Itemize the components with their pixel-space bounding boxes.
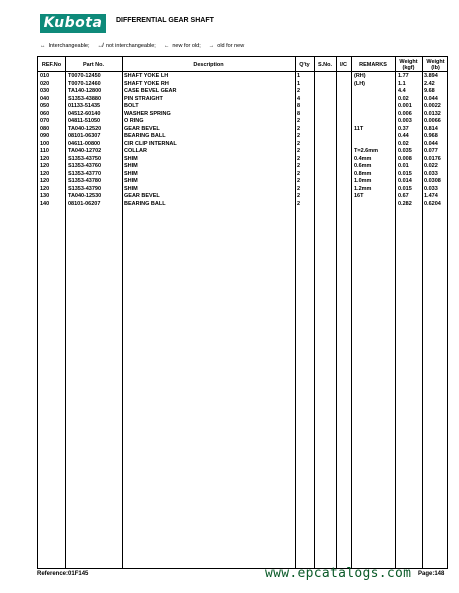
description-cell: SHIM [124,185,138,192]
part-number-cell: TA040-12520 [68,125,102,132]
weight-kgf-cell: 0.37 [398,125,409,132]
ref-cell: 120 [40,185,50,192]
legend-label: Interchangeable; [48,43,90,49]
part-number-cell: 04811-51050 [68,118,101,124]
qty-cell: 1 [297,73,301,79]
ref-cell: 120 [40,178,50,184]
qty-cell: 2 [297,133,301,139]
description-cell: CASE BEVEL GEAR [124,88,177,94]
table-row [38,96,449,104]
description-cell: BEARING BALL [124,133,166,139]
table-row [38,126,449,134]
ref-cell: 040 [40,95,50,102]
weight-lb-cell: 0.0066 [424,118,441,124]
ref-cell: 120 [40,170,50,177]
weight-lb-cell: 0.044 [424,95,438,102]
description-cell: SHIM [124,163,138,169]
weight-kgf-cell: 0.01 [398,163,409,169]
col-header-qty: Q'ty [299,61,310,68]
weight-kgf-cell: 1.77 [398,73,409,79]
ref-cell: 020 [40,80,50,87]
interchangeable-icon: ↔ [40,43,46,49]
legend-item [209,43,244,49]
ref-cell: 050 [40,103,50,109]
description-cell: SHAFT YOKE RH [124,80,169,87]
part-number-cell: 04512-60140 [68,110,101,117]
description-cell: O RING [124,118,144,124]
part-number-cell: 01133-51435 [68,103,101,109]
weight-kgf-cell: 0.035 [398,148,412,154]
part-number-cell: S1353-43880 [68,95,102,102]
ref-cell: 130 [40,193,50,199]
qty-cell: 4 [297,95,301,102]
table-row [38,81,449,89]
remarks-cell: (RH) [354,73,366,79]
table-row [38,141,449,149]
part-number-cell: S1353-43770 [68,170,102,177]
weight-kgf-cell: 0.003 [398,118,412,124]
weight-kgf-cell: 0.014 [398,178,412,184]
part-number-cell: T0070-12450 [68,73,101,79]
weight-lb-cell: 2.42 [424,80,435,87]
part-number-cell: S1353-43760 [68,163,102,169]
col-header-remarks: REMARKS [359,61,387,68]
description-cell: GEAR BEVEL [124,125,160,132]
qty-cell: 2 [297,200,301,207]
part-number-cell: S1353-43780 [68,178,102,184]
reference-label: Reference:01F145 [37,571,89,577]
table-row [38,133,449,141]
header-divider [38,71,447,72]
old-for-new-icon: → [208,43,215,49]
ref-cell: 060 [40,110,50,117]
description-cell: BOLT [124,103,139,109]
qty-cell: 2 [297,193,301,199]
ref-cell: 070 [40,118,50,124]
part-number-cell: TA140-12800 [68,88,102,94]
part-number-cell: TA040-12702 [68,148,102,154]
ref-cell: 030 [40,88,50,94]
weight-lb-cell: 0.033 [424,185,438,192]
weight-lb-cell: 0.0176 [424,155,441,162]
description-cell: PIN STRAIGHT [124,95,163,102]
description-cell: WASHER SPRING [124,110,171,117]
table-row [38,186,449,194]
legend [40,43,244,49]
description-cell: BEARING BALL [124,200,166,207]
description-cell: SHIM [124,178,138,184]
weight-lb-cell: 0.0132 [424,110,441,117]
legend-label: new for old; [172,43,201,49]
remarks-cell: 11T [354,125,364,132]
weight-kgf-cell: 0.015 [398,170,412,177]
table-row [38,73,449,81]
col-header-weight-kgf: Weight (kgf) [399,58,418,71]
col-header-ic: I/C [339,61,348,68]
qty-cell: 2 [297,118,301,124]
ref-cell: 110 [40,148,49,154]
weight-kgf-cell: 0.008 [398,155,412,162]
table-row [38,118,449,126]
watermark: www.epcatalogs.com [265,566,412,581]
weight-lb-cell: 0.077 [424,148,438,154]
legend-label: not interchangeable; [105,43,156,49]
qty-cell: 2 [297,170,301,177]
ref-cell: 120 [40,163,50,169]
col-header-part: Part No. [82,61,105,68]
part-number-cell: T0070-12460 [68,80,101,87]
description-cell: SHAFT YOKE LH [124,73,169,79]
part-number-cell: 04611-00800 [68,140,101,147]
qty-cell: 1 [297,80,301,87]
col-header-sno: S.No. [317,61,333,68]
weight-lb-cell: 0.033 [424,170,438,177]
legend-item [164,43,201,49]
description-cell: GEAR BEVEL [124,193,160,199]
table-row [38,171,449,179]
remarks-cell: T=2.6mm [354,148,378,154]
description-cell: SHIM [124,155,138,162]
weight-kgf-cell: 0.282 [398,200,412,207]
weight-kgf-cell: 0.02 [398,95,409,102]
weight-kgf-cell: 0.006 [398,110,412,117]
weight-lb-cell: 0.814 [424,125,438,132]
ref-cell: 090 [40,133,50,139]
page-number: Page:148 [418,571,445,577]
weight-lb-cell: 0.968 [424,133,438,139]
weight-kgf-cell: 0.001 [398,103,412,109]
qty-cell: 8 [297,110,301,117]
parts-table [37,56,448,569]
remarks-cell: 1.2mm [354,185,372,192]
table-row [38,178,449,186]
part-number-cell: S1353-43750 [68,155,102,162]
table-row [38,88,449,96]
qty-cell: 2 [297,155,301,162]
table-row [38,103,449,111]
legend-item [40,43,89,49]
remarks-cell: 1.0mm [354,178,372,184]
weight-kgf-cell: 4.4 [398,88,406,94]
ref-cell: 140 [40,200,50,207]
ref-cell: 120 [40,155,50,162]
qty-cell: 2 [297,148,301,154]
table-row [38,156,449,164]
weight-lb-cell: 0.0308 [424,178,441,184]
col-header-weight-lb: Weight (lb) [426,58,445,71]
weight-kgf-cell: 0.67 [398,193,409,199]
page-title: DIFFERENTIAL GEAR SHAFT [116,17,214,24]
qty-cell: 2 [297,178,301,184]
weight-kgf-cell: 0.015 [398,185,412,192]
part-number-cell: 08101-06207 [68,200,101,207]
weight-kgf-cell: 0.44 [398,133,409,139]
ref-cell: 010 [40,73,50,79]
remarks-cell: 0.6mm [354,163,372,169]
qty-cell: 8 [297,103,301,109]
qty-cell: 2 [297,185,301,192]
weight-lb-cell: 3.894 [424,73,438,79]
legend-item [97,43,155,49]
table-row [38,201,449,209]
ref-cell: 100 [40,140,50,147]
table-row [38,163,449,171]
table-row [38,148,449,156]
part-number-cell: 08101-06307 [68,133,101,139]
weight-lb-cell: 0.0022 [424,103,441,109]
weight-lb-cell: 9.68 [424,88,435,94]
description-cell: COLLAR [124,148,147,154]
col-header-ref: REF.No [41,61,62,68]
col-header-description: Description [193,61,224,68]
weight-lb-cell: 0.022 [424,163,438,169]
remarks-cell: 16T [354,193,364,199]
part-number-cell: TA040-12530 [68,193,102,199]
weight-kgf-cell: 1.1 [398,80,406,87]
description-cell: SHIM [124,170,138,177]
qty-cell: 2 [297,140,301,147]
table-row [38,111,449,119]
weight-lb-cell: 1.474 [424,193,438,199]
remarks-cell: (LH) [354,80,365,87]
qty-cell: 2 [297,163,301,169]
remarks-cell: 0.8mm [354,170,372,177]
kubota-logo: Kubota [40,14,106,33]
not-interchangeable-icon: ↮ [97,43,103,49]
ref-cell: 080 [40,125,50,132]
weight-lb-cell: 0.6204 [424,200,441,207]
table-row [38,193,449,201]
weight-lb-cell: 0.044 [424,140,438,147]
description-cell: CIR CLIP INTERNAL [124,140,177,147]
qty-cell: 2 [297,88,301,94]
remarks-cell: 0.4mm [354,155,372,162]
qty-cell: 2 [297,125,301,132]
new-for-old-icon: ← [163,43,170,49]
legend-label: old for new [217,43,245,49]
part-number-cell: S1353-43790 [68,185,102,192]
weight-kgf-cell: 0.02 [398,140,409,147]
